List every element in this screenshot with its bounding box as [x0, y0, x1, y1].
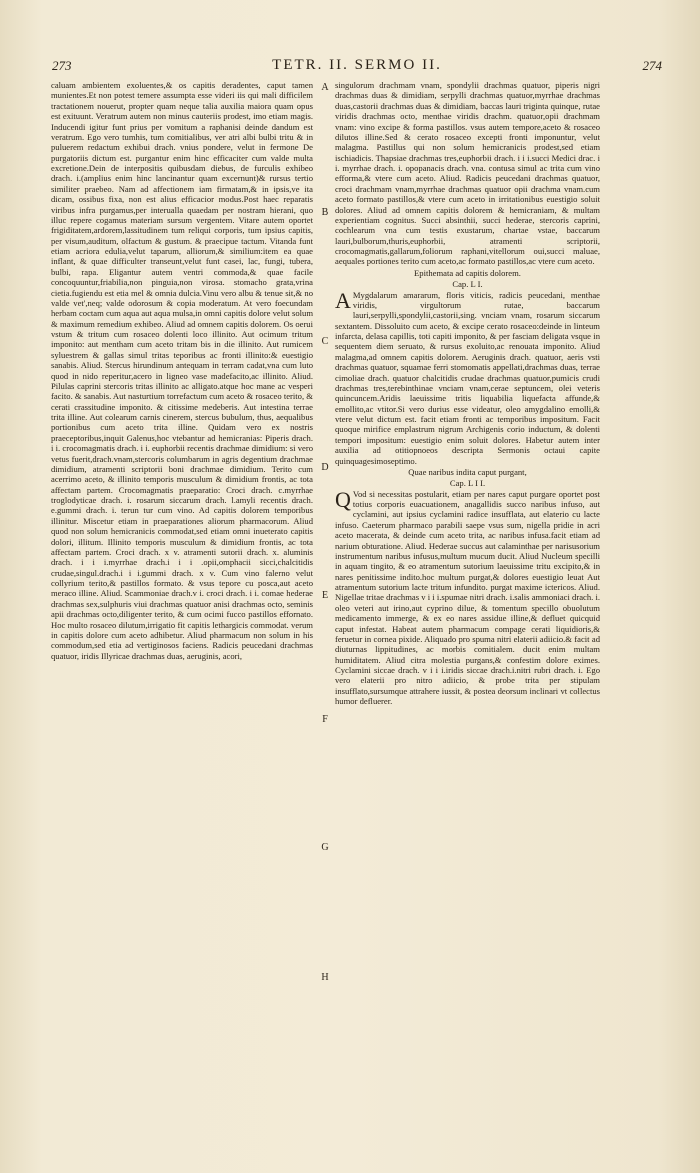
- right-column-top-text: singulorum drachmam vnam, spondylii drachmas quatuor, piperis nigri drachmas duas & dimidiam, serpylli drachmas quatuor,myrrhae drachmas duas,castorii drachmas duas & dimidiam, baccas lauri triginta quinque, rutae viridis drachmas octo, menthae viridis drachm. quatuor,opii drachmam vnam: vino excipe & forma pastillos. vsus autem tempore,aceto & rosaceo dilutos illine.Sed & cerato rosaceo excepti fronti imponuntur, velut malagma. Pastillus qui non solum hemicranicis prodest,sed etiam ischiadicis. Thapsiae drachmas tres,euphorbii drach. i i i.succi Medici drac. i i. myrrhae drach. i. opopanacis drach. vna. contusa simul ac trita cum vino efforma,& vtere cum aceto. Aliud. Radicis peucedani drachmas quatuor, croci drachmam vnam,myrrhae drachmas quatuor opii drachma vnam.cum aceto formato pastillos,& vtere cum aceto in irritationibus euestigio soluit dolores. Aliud ad omnem capitis dolorem & hemicraniam, & multam experientiam cognitus. Succi absinthii, succi hederae, stercoris caprini, cochlearum vna cum testis exustarum, chartae vstae, baccarum lauri,bulborum,thuris,euphorbii, atramenti scriptorii, crocomagmatis,gallarum,foliorum raphani,vitellorum oui,succi maluae, aequales portiones terito cum aceto,ac formato pastillos,ac vtere cum aceto.: [335, 80, 600, 267]
- chapter-52: [335, 467, 600, 707]
- margin-letter-b: B: [321, 207, 329, 218]
- chapter-51-text: Mygdalarum amararum, floris viticis, radicis peucedani, menthae viridis, virgultorum rutae, baccarum lauri,serpylli,spondylii,castorii,sing. vnciam vnam, rosarum siccarum sextantem. Dissoluito cum aceto, & excipe cerato rosaceo:deinde in linteum infarcta, delasa capillis, toti capiti imponito, & per fasciam deligata vsque in sequentem diem seruato, & rursus exoluito,ac renouata imponito. Aliud malagma,ad omnem capitis dolorem. Aeruginis drach. quatuor, aeris vsti drachmas quatuor, squamae ferri stomomatis appellati,drachmas duas, terrae cimoliae drach. quatuor chalcitidis crudae drachmas quatuor,pumicis crudi drachmas tres,terebinthinae vnciam vnam,cerae septuncem, olei veteris quincuncem.Aridis laeuissime tritis liquabilia liquefacta affunde,& emollito,ac vtitor.Si vero durius esse videatur, oleo amygdalino emolli,& vtere velut dictum est. facit etiam fronti ac temporibus impositum. Facit quoque mirifice emplastrum nigrum Archigenis corio inductum, & dolenti tempori impositum: euestigio enim soluit dolores. Habetur autem inter auxilia ad otitiopnoeos descripta Sermonis octaui capite quinquagesimoseptimo.: [335, 289, 600, 466]
- margin-letter-f: F: [322, 714, 328, 725]
- margin-letter-a: A: [321, 82, 329, 93]
- left-column-text: caluam ambientem exoluentes,& os capitis deradentes, caput tamen munientes.Et non potest temere assumpta esse videri iis qui mali difficilem tractationem nouerut, propter quam neque talia auxilia maiora quam opus est exituunt. Veratrum autem non minus cauteriis prodest, imo etiam magis. Inducendi igitur funt prius per vomitum a raphanisi deinde dandum est veratrum. Ego vero tumhis, tum comitialibus, ver atri albi bulbi tritu & in puluerem redactum exhibui drach. vnius pondere, velut in fermone De purgatoriis dictum est. purgantur enim hinc efficaciter cum valde multa excretione.Dein de interpositis quibusdam diebus, de furculis exhibeo drach. i.(amplius enim hinc lancinantur quam excernunt)& rursus tertio similiter praebeo. Nam ad affectionem iam firmatam,& in ipsis,ve ita dicam, ossibus fixa, non est alius efficacior modus.Post haec reparatis viribus infra purgamus,per interualla quaedam per nostram hierani, quo illuc repere cogamus materiam sursum vergentem. Vitare autem oportet frigiditatem,ardorem,lassitudinem tum reliqui corporis, tum ipsius capitis, per visum,auditum, olfactum & gustum. & praecipue tactum. Vitanda funt etiam acriora edulia,velut taparum, alliorum,& similium:item ea quae inflant, & quae difficulter transeunt,velut funt casei, lac, fungi, tubera, bulbi, rapa. Eligantur autem ventri commoda,& quae facile concoquuntur,friabilia,non pinguia,non virosa. stomacho grata,vrina cietia.fugiendu est etia mel & omnia dulcia.Vinu vero albu & tenue sit,& no valde vet',neq; valde odorosum & copia moderatum. At vero foecundam herbam coctam cum aqua aut aqua mulsa,in omni capitis dolore velut solum & maximum remedium exhibeo. Aliud ad omnem capitis dolorem. Os oerui vstum & tritum cum rosaceo dolenti loco illinito. Aut ocimum tritum imponito: aut mentham cum aceto tritam bis in die illinito. Aut rumicem syluestrem & gallas simul tritas teporibus ac fronti illinito:& euestigio sanabis. Aliud. Stercus hirundinum antequam in terram cadat,vna cum luto quod in nido reperitur,acero in ligneo vase madefacito,ac illinito. Aliud. Pilulas caprini stercoris tritas illinito ac alligato.atque hoc mane ac vesperi facito. & sanabis. Aut nasturtium torrefactum cum aceto & rosaceo terito, & cerati crassitudine imponito. & citissime medeberis. Aut intestina terrae trita illine. Aut colearum carnis cinerem, stercus bubulum, thus, aequalibus portionibus cum aceto trita illine. Quidam vero ex nostris praeceptoribus,inquit Galenus,hoc vtebantur ad hemicranias: Piperis drach. i i. crocomagmatis drach. i i. euphorbii recentis drachmae dimidium: si vero vetus fuerit,drach.vnam,stercoris columbarum in agris degentium drachmae dimidium, atramenti scriptorii boni drachmae dimidium. Terito cum acerrimo aceto, & illinito temporis musculum & dimidium frontis, ac tota affectam partem. Crocomagmatis praeparatio: Croci drach. c.myrrhae troglodyticae drach. i. rosarum siccarum drach. l.amyli recentis drach. e.gummi drach. i. terun tur cum vino. Ad capitis dolorem temporibus illinitur. Miscetur etiam in praeparationes aliorum pharmacorum. Aliud quod non solum hemicranicis commodat,sed etiam omni inueterato capitis dolori, illitum. Illinito temporis musculum & dimidium frontis, ac tota affectam partem. Croci drach. x v. atramenti sutorii drach. x. aluminis drach. i i i.myrrhae drach.i i i .opii,omphacii sicci,chalcitidis crudae,singul.drach.i i i.gummi drach. x v. Cum vino falerno velut collyrium terito,& pastillos formato. & vsus tepore cu posca,aut aceto meraco illine. Aliud. Scammoniae drach.v i. croci drach. i i. comae hederae drachmas sex,sulphuris viui drachmas quatuor anisi drachmas octo, seminis apii drachmas octo,diligenter terito, & cum ocimi fucco pastillos effornato. Hoc multo rosaceo dilutum,irrigatio fit capitis lethargicis commodat. verum in capitis dolore cum aceto adhibetur. Aliud pharmacum non solum in his commodum,sed etia ad vertiginosos faciens. Radicis peucedani drachmas quatuor, iridis Illyricae drachmas duas, aeruginis, acori,: [51, 80, 313, 661]
- right-column: [335, 80, 600, 1142]
- margin-letter-d: D: [321, 462, 329, 473]
- page-number-left: 273: [52, 58, 72, 73]
- chapter-52-number: Cap. L I I.: [449, 478, 486, 489]
- left-column: [51, 80, 313, 1142]
- page-number-right: 274: [642, 58, 662, 73]
- running-title: TETR. II. SERMO II.: [272, 57, 442, 73]
- chapter-51-dropcap: A: [335, 287, 351, 313]
- chapter-51-title: Epithemata ad capitis dolorem.: [414, 267, 521, 278]
- margin-letter-c: C: [321, 336, 329, 347]
- chapter-51-number: Cap. L I.: [452, 279, 483, 290]
- margin-letter-g: G: [321, 842, 329, 853]
- chapter-51: [335, 268, 600, 466]
- page-header: [52, 58, 662, 80]
- margin-letter-h: H: [321, 972, 329, 983]
- chapter-52-text: Vod si necessitas postularit, etiam per nares caput purgare oportet post totius corporis euacuationem, anagallidis succo naribus infuso, aut cyclamini, aut ipsius cyclamini radice insufflata, aut elaterio cu lacte infuso. Caeterum pharmaco parabili saepe vsus sum, nigella pridie in acri aceto macerata, & deinde cum aceto trita, ac naribus infusa.facit etiam ad narium obturatione. Aliud. Hederae succus aut calaminthae per narisusorium instrumentum naribus infusus,multum mucum ducit. Aliud Nucleum specilli in aquam tingito, & eo atramentum sutorium laeuissime tritu excipito,& in nares penitissime indito.hoc multum purgat,& dolores euestigio leuat Aut atramentum sutorium lacte tritum infundito. purgat maxime ictericos. Aliud. Nigellae tritae drachmas v i i i.spumae nitri drach. i.salis ammoniaci drach. i. oleo veteri aut irino,aut cyprino dilue, & tomentum specillo obuolutum medicamento immerge, & ex eo nares assidue illine,& defluet quicquid caput infestat. Habeat autem pharmacum compage cerati liquidioris,& feruetur in cornea pixide. Aliquado pro spuma nitri elaterii adiicio.& facit ad diuturnas lippitudines, ac morbis comitialem. ducit enim multam humiditatem. Aliud citra molestia purgans,& confestim dolore eximes. Cyclamini siccae drach. v i i i.iridis siccae drach.i.nitri rubri drach. i. Ego vero elaterii pro nitro adiicio, & probe trita per stipulam insufflato,sursumque attrahere iussit, & postea deorsum inclinari vt collectus humor defluerer.: [335, 488, 600, 707]
- margin-letter-e: E: [321, 590, 329, 601]
- chapter-52-title: Quae naribus indita caput purgant,: [408, 466, 527, 477]
- chapter-52-dropcap: Q: [335, 486, 351, 512]
